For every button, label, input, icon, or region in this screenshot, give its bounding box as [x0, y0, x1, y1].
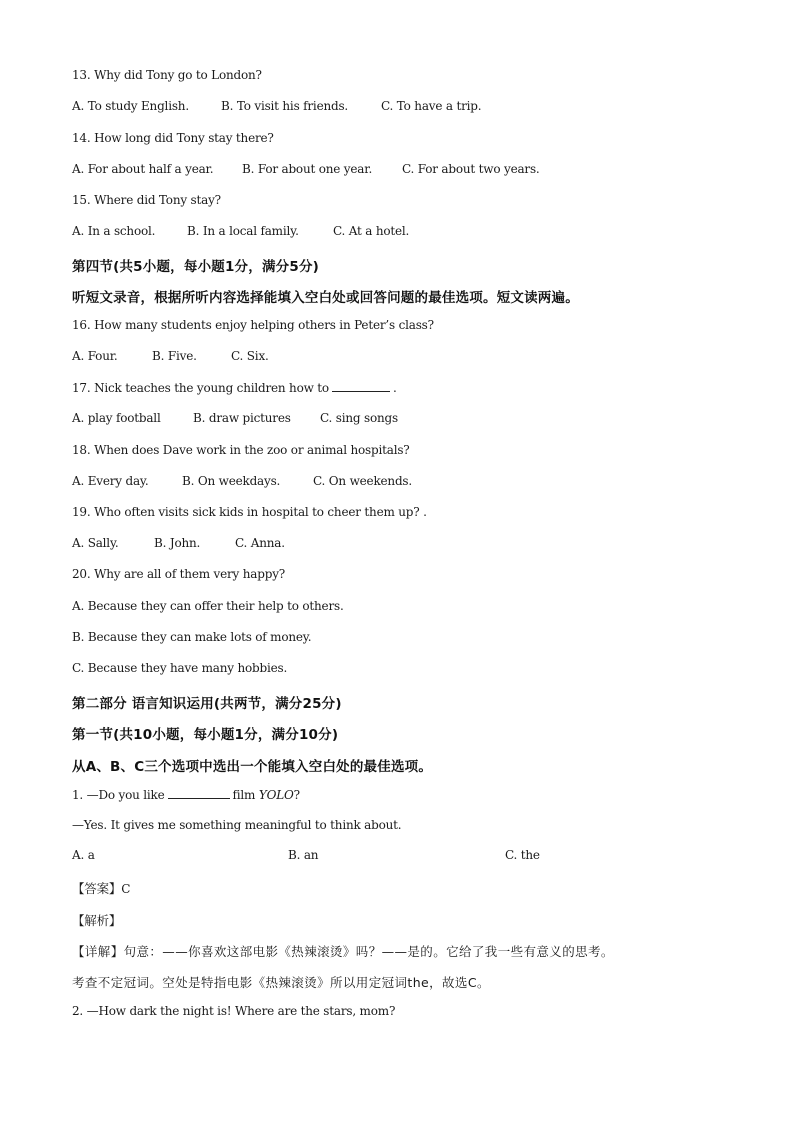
option-c: C. For about two years. [402, 162, 540, 176]
question-19-stem: 19. Who often visits sick kids in hospital to cheer them up? . [72, 505, 427, 519]
part-2-heading: 第二部分 语言知识运用(共两节，满分25分) [72, 696, 342, 712]
detail-label: 【详解】 [72, 944, 124, 959]
question-15-options [72, 224, 772, 240]
analysis-line [72, 911, 121, 929]
answer-blank [332, 380, 390, 392]
option-a: A. Sally. [72, 536, 119, 550]
option-b: B. For about one year. [242, 162, 373, 176]
question-13-options [72, 99, 772, 115]
part-2-question-2-stem: 2. —How dark the night is! Where are the stars, mom? [72, 1004, 396, 1018]
option-a: A. Four. [72, 349, 118, 363]
question-13-stem: 13. Why did Tony go to London? [72, 68, 262, 82]
option-b: B. draw pictures [193, 411, 291, 425]
detail-text: 句意：——你喜欢这部电影《热辣滚烫》吗？——是的。它给了我一些有意义的思考。 [123, 944, 614, 959]
answer-blank [168, 787, 230, 799]
question-20-option-c: C. Because they have many hobbies. [72, 661, 288, 675]
answer-value: C [121, 882, 131, 896]
part-2-sub-heading: 第一节(共10小题，每小题1分，满分10分) [72, 727, 339, 743]
question-1-stem-film-word: film [232, 788, 256, 802]
option-c: C. Anna. [235, 536, 285, 550]
question-1-stem-text: 1. —Do you like [72, 788, 165, 802]
part-2-question-1-stem [72, 787, 300, 802]
section-4-heading: 第四节(共5小题，每小题1分，满分5分) [72, 259, 320, 275]
answer-line [72, 879, 130, 897]
part-2-question-1-options [72, 848, 772, 864]
answer-label: 【答案】 [72, 881, 122, 896]
question-18-options [72, 474, 772, 490]
question-20-option-a: A. Because they can offer their help to others. [72, 599, 344, 613]
film-title: YOLO [258, 788, 294, 802]
detail-explanation: 考查不定冠词。空处是特指电影《热辣滚烫》所以用定冠词the，故选C。 [72, 975, 490, 990]
question-19-options [72, 536, 772, 552]
option-b: B. Five. [152, 349, 197, 363]
question-17-stem-text: 17. Nick teaches the young children how to [72, 381, 329, 395]
question-17-options [72, 411, 772, 427]
option-a: A. play football [72, 411, 161, 425]
option-a: A. For about half a year. [72, 162, 214, 176]
option-c: C. On weekends. [313, 474, 412, 488]
option-b: B. On weekdays. [182, 474, 281, 488]
option-b: B. To visit his friends. [221, 99, 349, 113]
question-1-stem-end: ? [293, 788, 300, 802]
section-4-instruction: 听短文录音，根据所听内容选择能填入空白处或回答问题的最佳选项。短文读两遍。 [72, 290, 579, 306]
option-c: C. At a hotel. [333, 224, 410, 238]
question-20-stem: 20. Why are all of them very happy? [72, 567, 286, 581]
option-a: A. To study English. [72, 99, 189, 113]
detail-line [72, 942, 614, 960]
option-a: A. a [72, 848, 95, 862]
question-14-stem: 14. How long did Tony stay there? [72, 131, 274, 145]
question-16-stem: 16. How many students enjoy helping others in Peter’s class? [72, 318, 434, 332]
question-16-options [72, 349, 772, 365]
question-20-option-b: B. Because they can make lots of money. [72, 630, 312, 644]
option-b: B. In a local family. [187, 224, 299, 238]
option-b: B. John. [154, 536, 201, 550]
analysis-label: 【解析】 [72, 913, 122, 928]
question-15-stem: 15. Where did Tony stay? [72, 193, 221, 207]
question-18-stem: 18. When does Dave work in the zoo or animal hospitals? [72, 443, 410, 457]
option-a: A. Every day. [72, 474, 149, 488]
part-2-instruction: 从A、B、C三个选项中选出一个能填入空白处的最佳选项。 [72, 759, 433, 775]
option-a: A. In a school. [72, 224, 156, 238]
option-c: C. the [505, 848, 540, 862]
question-17-stem [72, 380, 397, 395]
option-c: C. Six. [231, 349, 269, 363]
option-c: C. To have a trip. [381, 99, 482, 113]
part-2-question-1-reply: —Yes. It gives me something meaningful to think about. [72, 818, 402, 832]
option-b: B. an [288, 848, 319, 862]
option-c: C. sing songs [320, 411, 398, 425]
question-17-stem-end: . [392, 381, 397, 395]
question-14-options [72, 162, 772, 178]
